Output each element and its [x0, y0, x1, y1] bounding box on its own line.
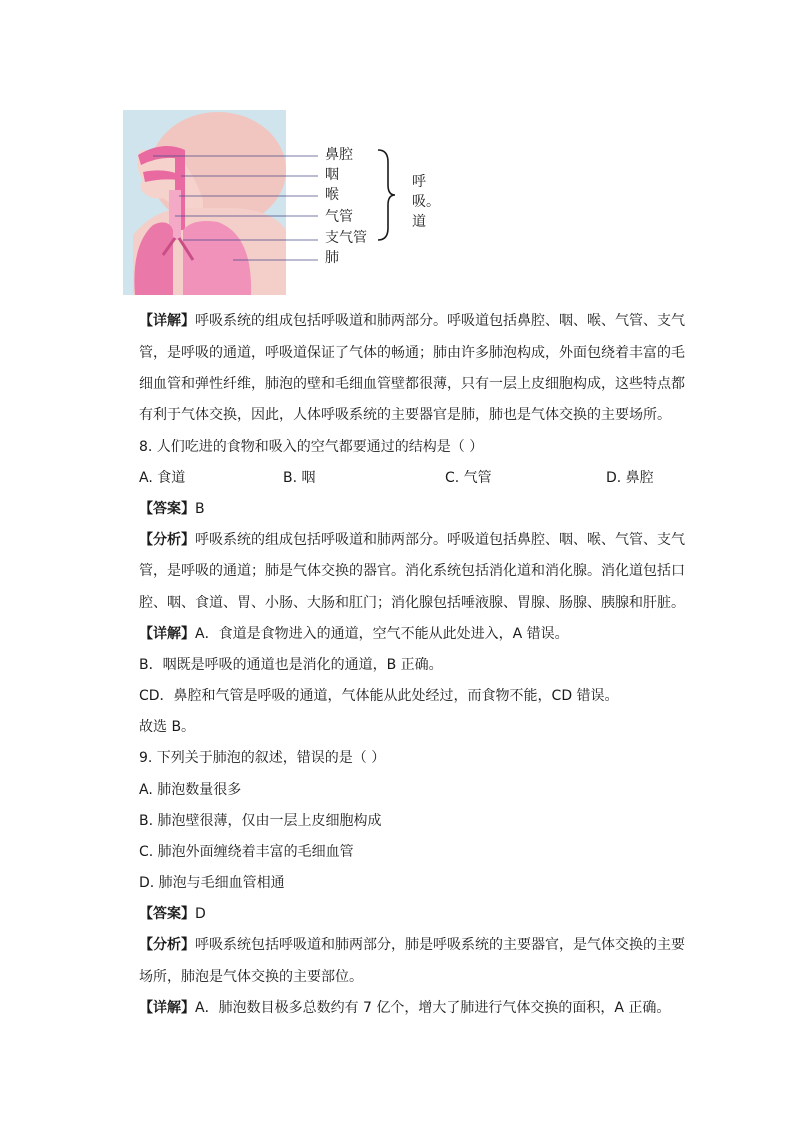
- detail-line: 管，是呼吸的通道，呼吸道保证了气体的畅通；肺由许多肺泡构成，外面包绕着丰富的毛: [139, 345, 685, 361]
- q8-detail-line: CD．鼻腔和气管是呼吸的通道，气体能从此处经过，而食物不能，CD 错误。: [139, 688, 619, 704]
- question-9-stem: 9. 下列关于肺泡的叙述，错误的是（ ）: [139, 750, 386, 766]
- label-nasal-cavity: 鼻腔: [325, 147, 353, 163]
- brace-shape: [378, 150, 395, 240]
- q8-analysis-line: [139, 530, 685, 550]
- detail-text: A．食道是食物进入的通道，空气不能从此处进入，A 错误。: [195, 626, 569, 642]
- label-lung: 肺: [325, 250, 339, 266]
- respiratory-illustration: [123, 110, 453, 295]
- q8-option-b: B. 咽: [283, 470, 316, 486]
- analysis-tag: 【分析】: [139, 937, 195, 953]
- detail-tag: 【详解】: [139, 1000, 195, 1016]
- label-larynx: 喉: [325, 187, 339, 203]
- detail-line: 细血管和弹性纤维，肺泡的壁和毛细血管壁都很薄，只有一层上皮细胞构成，这些特点都: [139, 376, 685, 392]
- answer-value: D: [195, 906, 206, 922]
- respiratory-system-figure: [123, 110, 453, 295]
- answer-tag: 【答案】: [139, 501, 195, 517]
- q8-option-c: C. 气管: [445, 470, 492, 486]
- group-label-line: 呼: [412, 174, 426, 190]
- detail-line: 有利于气体交换，因此，人体呼吸系统的主要器官是肺，肺也是气体交换的主要场所。: [139, 407, 671, 423]
- q8-option-d: D. 鼻腔: [606, 470, 654, 486]
- q9-analysis-line: [139, 935, 685, 955]
- detail-text: A．肺泡数目极多总数约有 7 亿个，增大了肺进行气体交换的面积，A 正确。: [195, 1000, 671, 1016]
- q9-option-c: C. 肺泡外面缠绕着丰富的毛细血管: [139, 844, 354, 860]
- q8-detail-line: B．咽既是呼吸的通道也是消化的通道，B 正确。: [139, 657, 443, 673]
- q9-option-d: D. 肺泡与毛细血管相通: [139, 875, 285, 891]
- q9-detail-line: [139, 998, 670, 1018]
- detail-tag: 【详解】: [139, 313, 195, 329]
- analysis-text: 呼吸系统的组成包括呼吸道和肺两部分。呼吸道包括鼻腔、咽、喉、气管、支气: [195, 532, 685, 548]
- q8-analysis-line: 管，是呼吸的通道；肺是气体交换的器官。消化系统包括消化道和消化腺。消化道包括口: [139, 563, 685, 579]
- q8-detail-line: [139, 624, 569, 644]
- label-bronchus: 支气管: [325, 230, 367, 246]
- q8-analysis-line: 腔、咽、食道、胃、小肠、大肠和肛门；消化腺包括唾液腺、胃腺、肠腺、胰腺和肝脏。: [139, 595, 685, 611]
- q9-analysis-line: 场所，肺泡是气体交换的主要部位。: [139, 969, 363, 985]
- analysis-tag: 【分析】: [139, 532, 195, 548]
- analysis-text: 呼吸系统包括呼吸道和肺两部分，肺是呼吸系统的主要器官，是气体交换的主要: [195, 937, 685, 953]
- detail-text: 呼吸系统的组成包括呼吸道和肺两部分。呼吸道包括鼻腔、咽、喉、气管、支气: [195, 313, 685, 329]
- detail-line: [139, 311, 685, 331]
- answer-tag: 【答案】: [139, 906, 195, 922]
- q9-answer: [139, 904, 206, 924]
- group-label-line: 吸。: [412, 194, 440, 210]
- question-8-stem: 8. 人们吃进的食物和吸入的空气都要通过的结构是（ ）: [139, 439, 484, 455]
- label-trachea: 气管: [325, 209, 353, 225]
- q8-option-a: A. 食道: [139, 470, 186, 486]
- label-pharynx: 咽: [325, 167, 339, 183]
- q9-option-a: A. 肺泡数量很多: [139, 782, 242, 798]
- respiratory-tract-group-label: [412, 172, 452, 232]
- answer-value: B: [195, 501, 205, 517]
- group-label-line: 道: [412, 214, 426, 230]
- q9-option-b: B. 肺泡壁很薄，仅由一层上皮细胞构成: [139, 813, 382, 829]
- q8-answer: [139, 499, 205, 519]
- q8-detail-line: 故选 B。: [139, 719, 196, 735]
- detail-tag: 【详解】: [139, 626, 195, 642]
